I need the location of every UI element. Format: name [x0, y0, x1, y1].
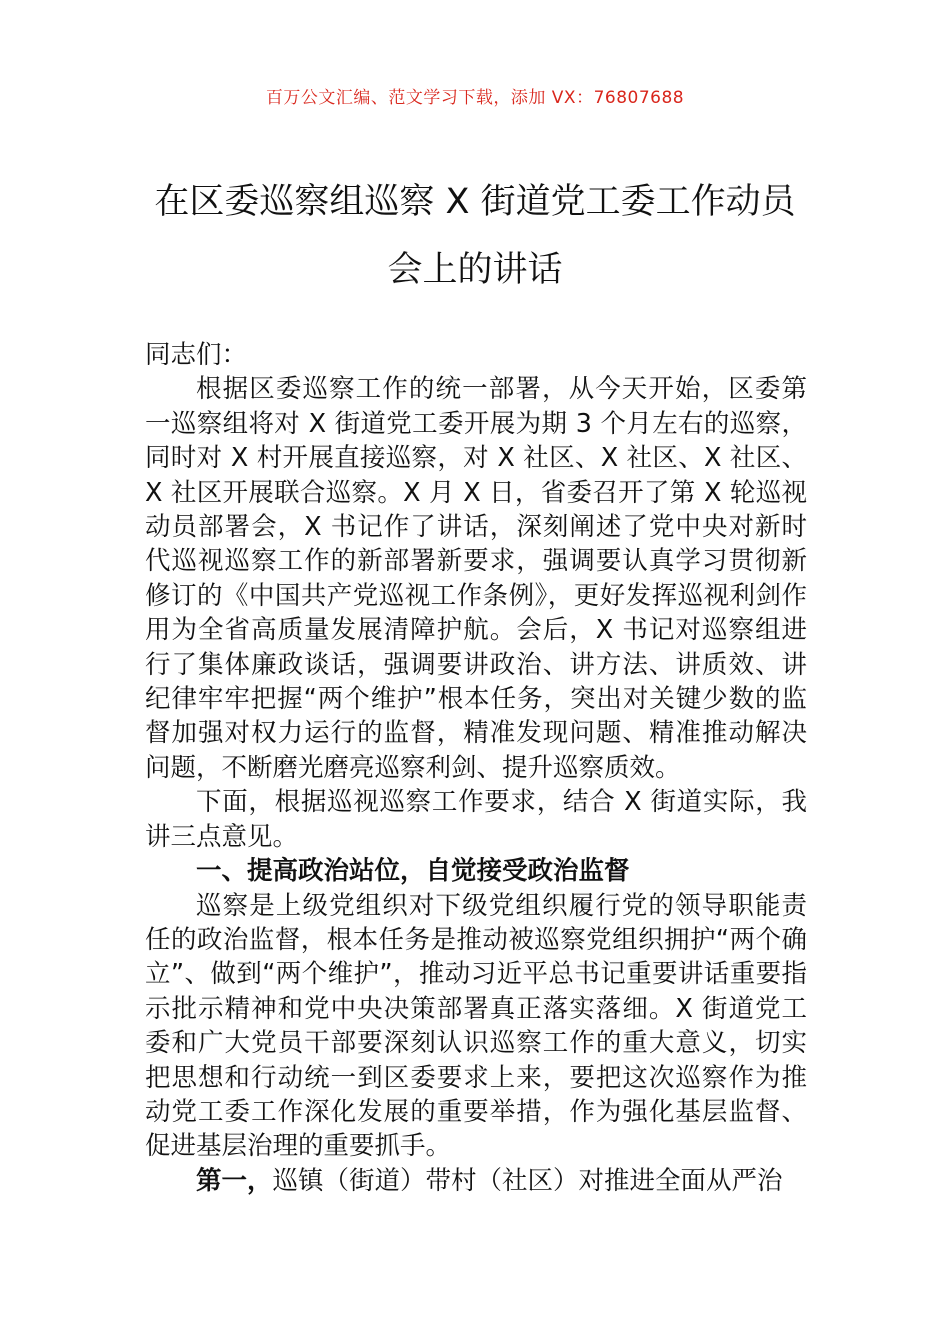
paragraph-4-text: 巡镇（街道）带村（社区）对推进全面从严治 [272, 1165, 783, 1196]
paragraph-1: 根据区委巡察工作的统一部署，从今天开始，区委第一巡察组将对 X 街道党工委开展为期 3 个月左右的巡察，同时对 X 村开展直接巡察，对 X 社区、X 社区、X 社区、X 社区开展联合巡察。X 月 X 日，省委召开了第 X 轮巡视动员部署会，X 书记作了讲话，深刻阐述了党中央对新时代巡视巡察工作的新部署新要求，强调要认真学习贯彻新修订的《中国共产党巡视工作条例》，更好发挥巡视利剑作用为全省高质量发展清障护航。会后，X 书记对巡察组进行了集体廉政谈话，强调要讲政治、讲方法、讲质效、讲纪律牢牢把握“两个维护”根本任务，突出对关键少数的监督加强对权力运行的监督，精准发现问题、精准推动解决问题，不断磨光磨亮巡察利剑、提升巡察质效。 [145, 374, 807, 783]
salutation: 同志们： [145, 340, 248, 370]
section-heading-1: 一、提高政治站位，自觉接受政治监督 [196, 856, 630, 887]
document-body [145, 338, 807, 1198]
document-title-line-2: 会上的讲话 [387, 250, 563, 290]
document-title-line-1: 在区委巡察组巡察 X 街道党工委工作动员 [154, 182, 796, 222]
paragraph-2: 下面，根据巡视巡察工作要求，结合 X 街道实际，我讲三点意见。 [145, 787, 807, 852]
header-watermark-note: 百万公文汇编、范文学习下载，添加 VX：76807688 [265, 88, 685, 108]
paragraph-3: 巡察是上级党组织对下级党组织履行党的领导职能责任的政治监督，根本任务是推动被巡察党组织拥护“两个确立”、做到“两个维护”，推动习近平总书记重要讲话重要指示批示精神和党中央决策部署真正落实落细。X 街道党工委和广大党员干部要深刻认识巡察工作的重大意义，切实把思想和行动统一到区委要求上来，要把这次巡察作为推动党工委工作深化发展的重要举措，作为强化基层监督、促进基层治理的重要抓手。 [145, 890, 807, 1162]
paragraph-4 [145, 1164, 807, 1198]
paragraph-4-lead: 第一， [196, 1165, 273, 1196]
